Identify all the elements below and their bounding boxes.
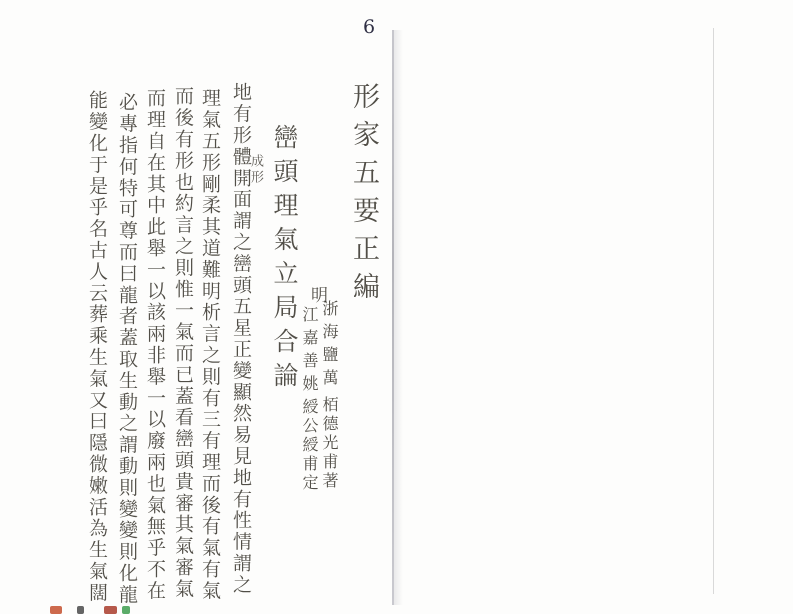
body-text-column: 而理自在其中此舉一以該兩非舉一以廢兩也氣無乎不在 xyxy=(144,88,166,602)
page-number: 6 xyxy=(363,16,376,38)
body-text-column: 地有形體開面謂之巒頭五星正變顯然易見地有性情謂之 xyxy=(230,82,252,596)
body-text-column: 能變化于是乎名古人云葬乘生氣又曰隱微嫩活為生氣闊 xyxy=(86,90,108,604)
body-text-column: 必專指何特可尊而曰龍者蓋取生動之謂動則變變則化龍 xyxy=(116,92,138,606)
book-title-column: 形家五要正編 xyxy=(348,82,379,310)
page-fold-shadow xyxy=(394,30,403,605)
attribution-author-place: 浙海鹽萬 xyxy=(320,300,339,392)
section-heading-column: 巒頭理氣立局合論 xyxy=(270,124,299,396)
body-text-column: 理氣五形剛柔其道難明析言之則有三有理而後有氣有氣 xyxy=(199,88,221,602)
inline-correction-note: 成形 xyxy=(248,154,263,186)
body-text-column: 而後有形也約言之則惟一氣而已蓋看巒頭貴審其氣審氣 xyxy=(172,86,194,600)
right-page-edge xyxy=(713,28,714,594)
attribution-editor-place: 江嘉善姚 xyxy=(300,306,319,398)
attribution-editor-name: 綬公綬甫定 xyxy=(300,398,319,493)
attribution-dynasty: 明 xyxy=(307,286,327,303)
attribution-author-name: 栢德光甫著 xyxy=(320,396,339,491)
